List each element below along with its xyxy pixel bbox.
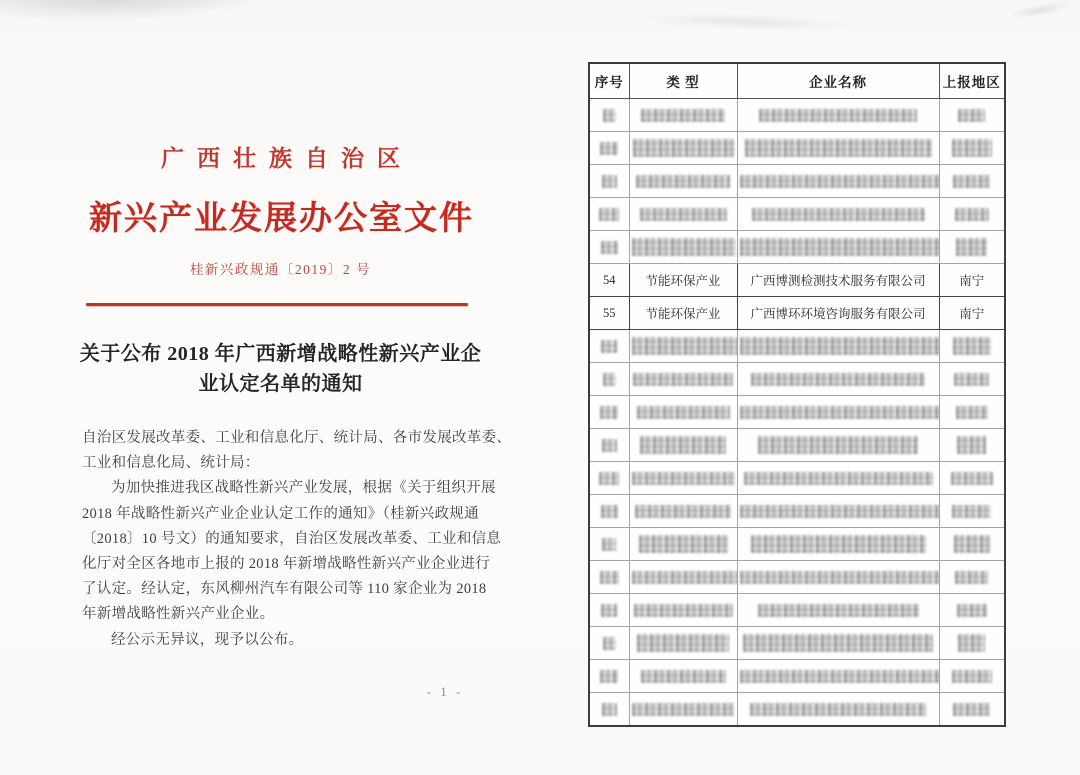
redacted-text-block — [602, 439, 617, 452]
scan-artifact-top-middle — [630, 10, 860, 34]
redacted-text-block — [956, 406, 988, 419]
redacted-text-block — [957, 436, 986, 454]
cell-region — [939, 528, 1005, 561]
cell-company — [737, 627, 939, 660]
cell-seq — [589, 561, 629, 594]
redacted-text-block — [601, 505, 618, 518]
redacted-text-block — [637, 406, 730, 419]
redacted-text-block — [952, 139, 992, 157]
table-row-redacted — [589, 660, 1005, 693]
cell-type — [629, 99, 737, 132]
table-header-row — [589, 63, 1005, 99]
cell-company — [737, 429, 939, 462]
cell-region: 南宁 — [939, 264, 1005, 297]
redacted-text-block — [632, 571, 738, 584]
cell-company: 广西博环环境咨询服务有限公司 — [737, 297, 939, 330]
redacted-text-block — [639, 535, 728, 553]
table-row-redacted — [589, 429, 1005, 462]
redacted-text-block — [633, 373, 733, 386]
cell-region — [939, 660, 1005, 693]
redacted-text-block — [634, 604, 733, 617]
cell-company — [737, 396, 939, 429]
redacted-text-block — [602, 175, 617, 188]
redacted-text-block — [640, 436, 726, 454]
redacted-text-block — [751, 535, 926, 553]
cell-type — [629, 462, 737, 495]
table-row-redacted — [589, 99, 1005, 132]
table-row-redacted — [589, 363, 1005, 396]
cell-region — [939, 132, 1005, 165]
cell-type — [629, 429, 737, 462]
redacted-text-block — [600, 406, 618, 419]
redacted-text-block — [635, 505, 731, 518]
cell-company — [737, 660, 939, 693]
redacted-text-block — [603, 109, 616, 122]
table-row-redacted — [589, 330, 1005, 363]
redacted-text-block — [953, 703, 990, 716]
redacted-text-block — [632, 238, 736, 256]
cell-region — [939, 594, 1005, 627]
cell-type — [629, 132, 737, 165]
table-row — [589, 297, 1005, 330]
cell-seq — [589, 165, 629, 198]
redacted-text-block — [752, 208, 925, 221]
redacted-text-block — [600, 670, 618, 683]
notice-body-line: 化厅对全区各地市上报的 2018 年新增战略性新兴产业企业进行 — [82, 556, 491, 573]
notice-body-line: 为加快推进我区战略性新兴产业发展，根据《关于组织开展 — [111, 480, 496, 497]
table-row-redacted — [589, 165, 1005, 198]
cell-type — [629, 693, 737, 727]
notice-body-line: 年新增战略性新兴产业企业。 — [82, 606, 275, 623]
table-row-redacted — [589, 132, 1005, 165]
redacted-text-block — [599, 208, 619, 221]
cell-type — [629, 594, 737, 627]
table-row-redacted — [589, 693, 1005, 727]
cell-seq — [589, 495, 629, 528]
redacted-text-block — [740, 505, 940, 518]
cell-type — [629, 396, 737, 429]
redacted-text-block — [602, 703, 617, 716]
cell-type — [629, 528, 737, 561]
cell-type — [629, 363, 737, 396]
notice-title-line2: 业认定名单的通知 — [198, 373, 363, 395]
cell-region — [939, 693, 1005, 727]
redacted-text-block — [640, 208, 727, 221]
redacted-text-block — [601, 340, 617, 353]
cell-type — [629, 660, 737, 693]
column-header-seq: 序号 — [589, 63, 629, 99]
cell-region — [939, 165, 1005, 198]
redacted-text-block — [601, 241, 618, 254]
redacted-text-block — [740, 670, 940, 683]
cell-region — [939, 627, 1005, 660]
redacted-text-block — [953, 337, 991, 355]
redacted-text-block — [954, 373, 989, 386]
cell-type: 节能环保产业 — [629, 264, 737, 297]
cell-type: 节能环保产业 — [629, 297, 737, 330]
redacted-text-block — [602, 538, 616, 551]
redacted-text-block — [958, 109, 985, 122]
page-number: - 1 - — [426, 684, 464, 699]
redacted-text-block — [952, 505, 991, 518]
redacted-text-block — [641, 670, 726, 683]
table-row-redacted — [589, 528, 1005, 561]
cell-region — [939, 462, 1005, 495]
cell-company — [737, 165, 939, 198]
redacted-text-block — [600, 142, 618, 155]
cell-type — [629, 561, 737, 594]
cell-company: 广西博测检测技术服务有限公司 — [737, 264, 939, 297]
redacted-text-block — [600, 571, 619, 584]
table-row — [589, 264, 1005, 297]
redacted-text-block — [751, 373, 925, 386]
cell-region — [939, 561, 1005, 594]
redacted-text-block — [632, 337, 738, 355]
cell-seq — [589, 462, 629, 495]
redacted-text-block — [958, 634, 985, 652]
cell-company — [737, 561, 939, 594]
table-row-redacted — [589, 594, 1005, 627]
cell-seq — [589, 330, 629, 363]
column-header-region: 上报地区 — [939, 63, 1005, 99]
table-row-redacted — [589, 231, 1005, 264]
cell-region — [939, 396, 1005, 429]
redacted-text-block — [603, 373, 616, 386]
document-number: 桂新兴政规通〔2019〕2 号 — [189, 262, 372, 277]
redacted-text-block — [740, 337, 940, 355]
redacted-text-block — [758, 604, 919, 617]
cell-seq — [589, 693, 629, 727]
cell-company — [737, 594, 939, 627]
cell-seq — [589, 231, 629, 264]
cell-company — [737, 198, 939, 231]
cell-type — [629, 627, 737, 660]
redacted-text-block — [603, 637, 616, 650]
redacted-text-block — [632, 472, 735, 485]
cell-seq — [589, 429, 629, 462]
enterprise-list-table — [588, 62, 1006, 727]
redacted-text-block — [758, 436, 918, 454]
redacted-text-block — [955, 208, 989, 221]
notice-body — [82, 426, 512, 653]
cell-region: 南宁 — [939, 297, 1005, 330]
notice-page — [28, 0, 533, 775]
redacted-text-block — [641, 109, 725, 122]
table-row-redacted — [589, 198, 1005, 231]
cell-type — [629, 231, 737, 264]
cell-seq — [589, 627, 629, 660]
table-row-redacted — [589, 462, 1005, 495]
redacted-text-block — [740, 571, 940, 584]
cell-seq — [589, 528, 629, 561]
notice-body-line: 自治区发展改革委、工业和信息化厅、统计局、各市发展改革委、 — [82, 430, 512, 446]
cell-region — [939, 330, 1005, 363]
redacted-text-block — [745, 139, 932, 157]
redacted-text-block — [601, 604, 617, 617]
cell-seq — [589, 660, 629, 693]
column-header-type: 类 型 — [629, 63, 737, 99]
cell-type — [629, 198, 737, 231]
redacted-text-block — [750, 703, 926, 716]
cell-company — [737, 528, 939, 561]
redacted-text-block — [743, 634, 933, 652]
redacted-text-block — [954, 535, 990, 553]
notice-body-line: 工业和信息化局、统计局： — [82, 455, 260, 472]
redacted-text-block — [637, 634, 729, 652]
cell-seq: 54 — [589, 264, 629, 297]
redacted-text-block — [957, 604, 987, 617]
redacted-text-block — [953, 175, 990, 188]
cell-region — [939, 495, 1005, 528]
cell-company — [737, 99, 939, 132]
notice-body-line: 〔2018〕10 号文）的通知要求，自治区发展改革委、工业和信息 — [82, 530, 502, 547]
cell-seq — [589, 594, 629, 627]
column-header-company: 企业名称 — [737, 63, 939, 99]
cell-seq — [589, 132, 629, 165]
cell-region — [939, 363, 1005, 396]
redacted-text-block — [633, 139, 734, 157]
redacted-text-block — [955, 571, 988, 584]
cell-company — [737, 132, 939, 165]
issuing-region-heading: 广西壮族自治区 — [161, 146, 413, 171]
cell-region — [939, 231, 1005, 264]
table-row-redacted — [589, 627, 1005, 660]
redacted-text-block — [759, 109, 917, 122]
cell-company — [737, 462, 939, 495]
cell-seq: 55 — [589, 297, 629, 330]
cell-company — [737, 693, 939, 727]
cell-type — [629, 330, 737, 363]
redacted-text-block — [740, 406, 940, 419]
redacted-text-block — [740, 238, 940, 256]
cell-seq — [589, 198, 629, 231]
table-row-redacted — [589, 561, 1005, 594]
cell-seq — [589, 363, 629, 396]
notice-title-line1: 关于公布 2018 年广西新增战略性新兴产业企 — [79, 343, 482, 365]
cell-type — [629, 165, 737, 198]
redacted-text-block — [740, 175, 940, 188]
notice-body-line: 经公示无异议，现予以公布。 — [111, 631, 304, 648]
cell-company — [737, 330, 939, 363]
redacted-text-block — [951, 472, 993, 485]
cell-seq — [589, 99, 629, 132]
notice-body-line: 了认定。经认定，东风柳州汽车有限公司等 110 家企业为 2018 — [82, 581, 487, 598]
cell-seq — [589, 396, 629, 429]
cell-region — [939, 99, 1005, 132]
red-divider-line — [86, 303, 468, 306]
cell-region — [939, 429, 1005, 462]
scan-artifact-top-right — [1007, 0, 1072, 21]
redacted-text-block — [956, 238, 987, 256]
notice-body-line: 2018 年战略性新兴产业企业认定工作的通知》（桂新兴政规通 — [82, 505, 479, 522]
table-row-redacted — [589, 396, 1005, 429]
redacted-text-block — [632, 703, 734, 716]
notice-title — [28, 339, 533, 399]
cell-type — [629, 495, 737, 528]
redacted-text-block — [599, 472, 619, 485]
table-row-redacted — [589, 495, 1005, 528]
redacted-text-block — [952, 670, 992, 683]
cell-company — [737, 231, 939, 264]
redacted-text-block — [636, 175, 730, 188]
cell-region — [939, 198, 1005, 231]
document-letterhead: 新兴产业发展办公室文件 — [89, 201, 474, 237]
cell-company — [737, 363, 939, 396]
annex-table-page — [588, 62, 1004, 748]
cell-company — [737, 495, 939, 528]
redacted-text-block — [744, 472, 933, 485]
